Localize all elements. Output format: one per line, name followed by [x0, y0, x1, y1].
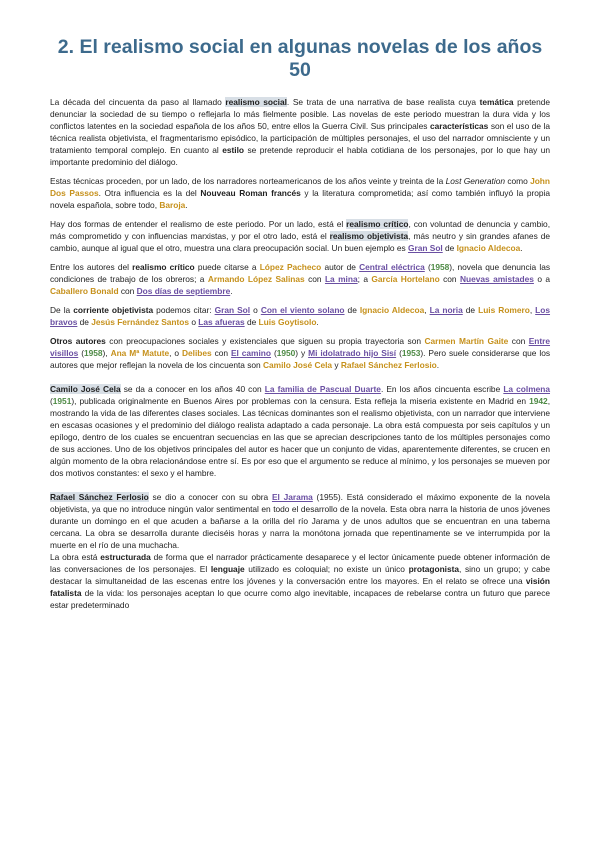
author-name: Luis Goytisolo — [258, 317, 317, 327]
text: o — [250, 305, 261, 315]
term-highlight: realismo crítico — [346, 219, 409, 229]
text: ( — [424, 262, 431, 272]
text: . — [520, 243, 523, 253]
work-link[interactable]: Central eléctrica — [359, 262, 425, 272]
bold-term: estilo — [222, 145, 244, 155]
term-highlight: realismo objetivista — [329, 231, 409, 241]
text: pretende denunciar la sociedad de su tiempo o reflejarla lo más fielmente posible. Las novelas de este periodo muestran la dura vida y los conflictos latentes en la sociedad española de los años 50, entre ellos la Guerra Civil. Sus principales — [50, 97, 550, 131]
author-name: Armando López Salinas — [207, 274, 305, 284]
text: de — [442, 243, 457, 253]
text: con — [118, 286, 137, 296]
author-name: Delibes — [181, 348, 212, 358]
text: . — [230, 286, 233, 296]
text: . Otra influencia es la del — [98, 188, 201, 198]
text: de — [344, 305, 360, 315]
work-link[interactable]: El camino — [230, 348, 271, 358]
paragraph-cela — [50, 383, 550, 479]
work-link[interactable]: Entre visillos — [50, 336, 551, 358]
italic-term: Lost Generation — [445, 176, 505, 186]
bold-term: estructurada — [100, 552, 151, 562]
bold-term: Nouveau Roman francés — [200, 188, 301, 198]
text: se pretende reproducir el habla cotidiana de los personajes, por lo que hay un importante predominio del diálogo. — [50, 145, 550, 167]
work-link[interactable]: La noria — [429, 305, 463, 315]
text: con preocupaciones sociales y existenciales que siguen su propia trayectoria son — [105, 336, 425, 346]
author-name: Luis Romero — [478, 305, 530, 315]
text: de — [462, 305, 479, 315]
author-name: López Pacheco — [259, 262, 322, 272]
year: 1958 — [430, 262, 450, 272]
work-link[interactable]: La mina — [324, 274, 358, 284]
author-name: Camilo José Cela — [263, 360, 333, 370]
author-name: Carmen Martín Gaite — [424, 336, 509, 346]
text: utilizado es coloquial; no existe un único — [244, 564, 409, 574]
work-link[interactable]: Mi idolatrado hijo Sisí — [308, 348, 397, 358]
page-title: 2. El realismo social en algunas novelas de los años 50 — [57, 36, 543, 81]
work-link[interactable]: Gran Sol — [407, 243, 443, 253]
text: . — [436, 360, 440, 370]
bold-term: visión fatalista — [50, 576, 550, 598]
text: , o — [169, 348, 182, 358]
text: y — [332, 360, 341, 370]
text: se da a conocer en los años 40 con — [120, 384, 265, 394]
author-name: Rafael Sánchez Ferlosio — [340, 360, 437, 370]
text: de forma que el narrador prácticamente desaparece y el lector únicamente puede obtener información de las conversaciones de los personajes. El — [50, 552, 550, 574]
paragraph-ferlosio — [50, 491, 550, 551]
text: de — [244, 317, 259, 327]
text: ). Pero suele considerarse que los autores que mejor reflejan la novela de los cincuenta son — [50, 348, 551, 370]
text: ( — [50, 396, 53, 406]
paragraph-two-forms — [50, 218, 550, 254]
bold-term: temática — [479, 97, 514, 107]
text: . — [316, 317, 319, 327]
author-name: Ana Mª Matute — [110, 348, 170, 358]
text: Estas técnicas proceden, por un lado, de los narradores norteamericanos de los años veinte y treinta de la — [50, 176, 446, 186]
text: o — [189, 317, 199, 327]
term-highlight: realismo social — [225, 97, 287, 107]
text: ( — [271, 348, 277, 358]
text: , sino un grupo; y cabe destacar la simultaneidad de las escenas entre los jóvenes y la conversación entre los mayores. En el relato se ofrece una — [50, 564, 550, 586]
bold-term: Otros autores — [50, 336, 106, 346]
paragraph-critical-authors — [50, 261, 550, 297]
text: podemos citar: — [153, 305, 215, 315]
text: , mostrando la vida de las diferentes clases sociales. Las técnicas dominantes son el realismo objetivista, con un narrador que interviene en escasas ocasiones y el predominio del diálogo realista adaptado a cada personaje. La obra está compuesta por seis capítulos y un epílogo, dentro de los cuales se encuentran secuencias en las que se aprecian descripciones tanto de los múltiples personajes como de sus acciones. Uno de los objetivos principales del autor es hacer que un conjunto de vidas, aparentemente diferentes, se crucen en algún momento de la obra relacionándose entre sí. Es por eso que el argumento se reduce al mínimo, y los personajes se mueven por dos motivos constantes: el sexo y el hambre. — [50, 396, 550, 478]
year: 1958 — [83, 348, 103, 358]
bold-term: protagonista — [408, 564, 460, 574]
work-link[interactable]: Con el viento solano — [260, 305, 345, 315]
year: 1942 — [529, 396, 548, 406]
text: Hay dos formas de entender el realismo de este periodo. Por un lado, está el — [50, 219, 347, 229]
paragraph-objectivist — [50, 304, 550, 328]
year: 1950 — [276, 348, 296, 358]
work-link[interactable]: Los bravos — [50, 305, 551, 327]
text: La obra está — [50, 552, 101, 562]
text: ), novela que denuncia las condiciones de trabajo de los obreros; a — [50, 262, 551, 284]
bold-term: corriente objetivista — [73, 305, 154, 315]
term-highlight: Camilo José Cela — [50, 384, 121, 394]
text: con — [439, 274, 461, 284]
text: son el uso de la técnica realista objetivista, el fragmentarismo episódico, la participación de múltiples personajes, el uso del narrador omnisciente y un tratamiento temporal complejo. En cuanto al — [50, 121, 551, 155]
bold-term: realismo crítico — [132, 262, 195, 272]
text: De la — [50, 305, 74, 315]
text: de — [77, 317, 92, 327]
work-link[interactable]: La colmena — [503, 384, 550, 394]
bold-term: lenguaje — [210, 564, 245, 574]
year: 1951 — [52, 396, 72, 406]
author-name: Jesús Fernández Santos — [91, 317, 190, 327]
text: de la vida: los personajes aceptan lo que ocurre como algo inevitable, incapaces de rebelarse contra un futuro que parece estar predeterminado — [50, 588, 550, 610]
text: ) y — [295, 348, 309, 358]
text: con — [508, 336, 529, 346]
bold-term: características — [429, 121, 489, 131]
text: ), publicada originalmente en Buenos Aires por problemas con la censura. Esta refleja la miseria existente en Madrid en — [71, 396, 530, 406]
author-name: Ignacio Aldecoa — [359, 305, 425, 315]
text: La década del cincuenta da paso al llamado — [50, 97, 226, 107]
text: ; a — [357, 274, 372, 284]
paragraph-jarama-structure — [50, 551, 550, 611]
author-name: John Dos Passos — [50, 176, 551, 198]
term-highlight: Rafael Sánchez Ferlosio — [50, 492, 149, 502]
work-link[interactable]: El Jarama — [271, 492, 313, 502]
author-name: García Hortelano — [371, 274, 440, 284]
text: puede citarse a — [194, 262, 260, 272]
text: , más neutro y sin grandes afanes de cambio, aunque al igual que el otro, muestra una clara preocupación social. Un buen ejemplo es — [50, 231, 551, 253]
author-name: Ignacio Aldecoa — [456, 243, 521, 253]
text: . — [185, 200, 188, 210]
text: . En los años cincuenta escribe — [380, 384, 504, 394]
work-link[interactable]: Nuevas amistades — [460, 274, 534, 284]
text: con — [211, 348, 231, 358]
text: con — [304, 274, 325, 284]
paragraph-influences — [50, 175, 550, 211]
work-link[interactable]: Gran Sol — [214, 305, 251, 315]
text: (1955). Está considerado el máximo exponente de la novela objetivista, ya que no introduce ningún valor sentimental en todo el desarrollo de la novela. Esta obra narra la historia de unos jóvenes durante un domingo en el que acuden a bañarse a la orilla del río Jarama y de unos adultos que se encuentran en una taberna cercana. La obra se desarrolla durante dieciséis horas y narra la monótona jornada que repentinamente se ve interrumpida por la muerte en el río de una muchacha. — [50, 492, 550, 550]
text: , con voluntad de denuncia y cambio, más comprometido y con influencias marxistas, y por el otro lado, está el — [50, 219, 550, 241]
text: se dio a conocer con su obra — [148, 492, 272, 502]
text: autor de — [321, 262, 360, 272]
text: como — [504, 176, 531, 186]
year: 1953 — [401, 348, 421, 358]
text: Entre los autores del — [50, 262, 133, 272]
text: ( — [78, 348, 84, 358]
author-name: Caballero Bonald — [50, 286, 119, 296]
paragraph-other-authors — [50, 335, 550, 371]
work-link[interactable]: La familia de Pascual Duarte — [264, 384, 381, 394]
work-link[interactable]: Dos días de septiembre — [136, 286, 231, 296]
text: . Se trata de una narrativa de base realista cuya — [286, 97, 480, 107]
text: , — [424, 305, 430, 315]
text: ( — [396, 348, 402, 358]
text: o a — [533, 274, 551, 284]
work-link[interactable]: Las afueras — [198, 317, 245, 327]
author-name: Baroja — [159, 200, 186, 210]
text: ), — [102, 348, 111, 358]
text: y la literatura comprometida; así como también influyó la propia novela española, sobre todo, — [50, 188, 550, 210]
paragraph-intro — [50, 96, 550, 168]
text: , — [529, 305, 536, 315]
